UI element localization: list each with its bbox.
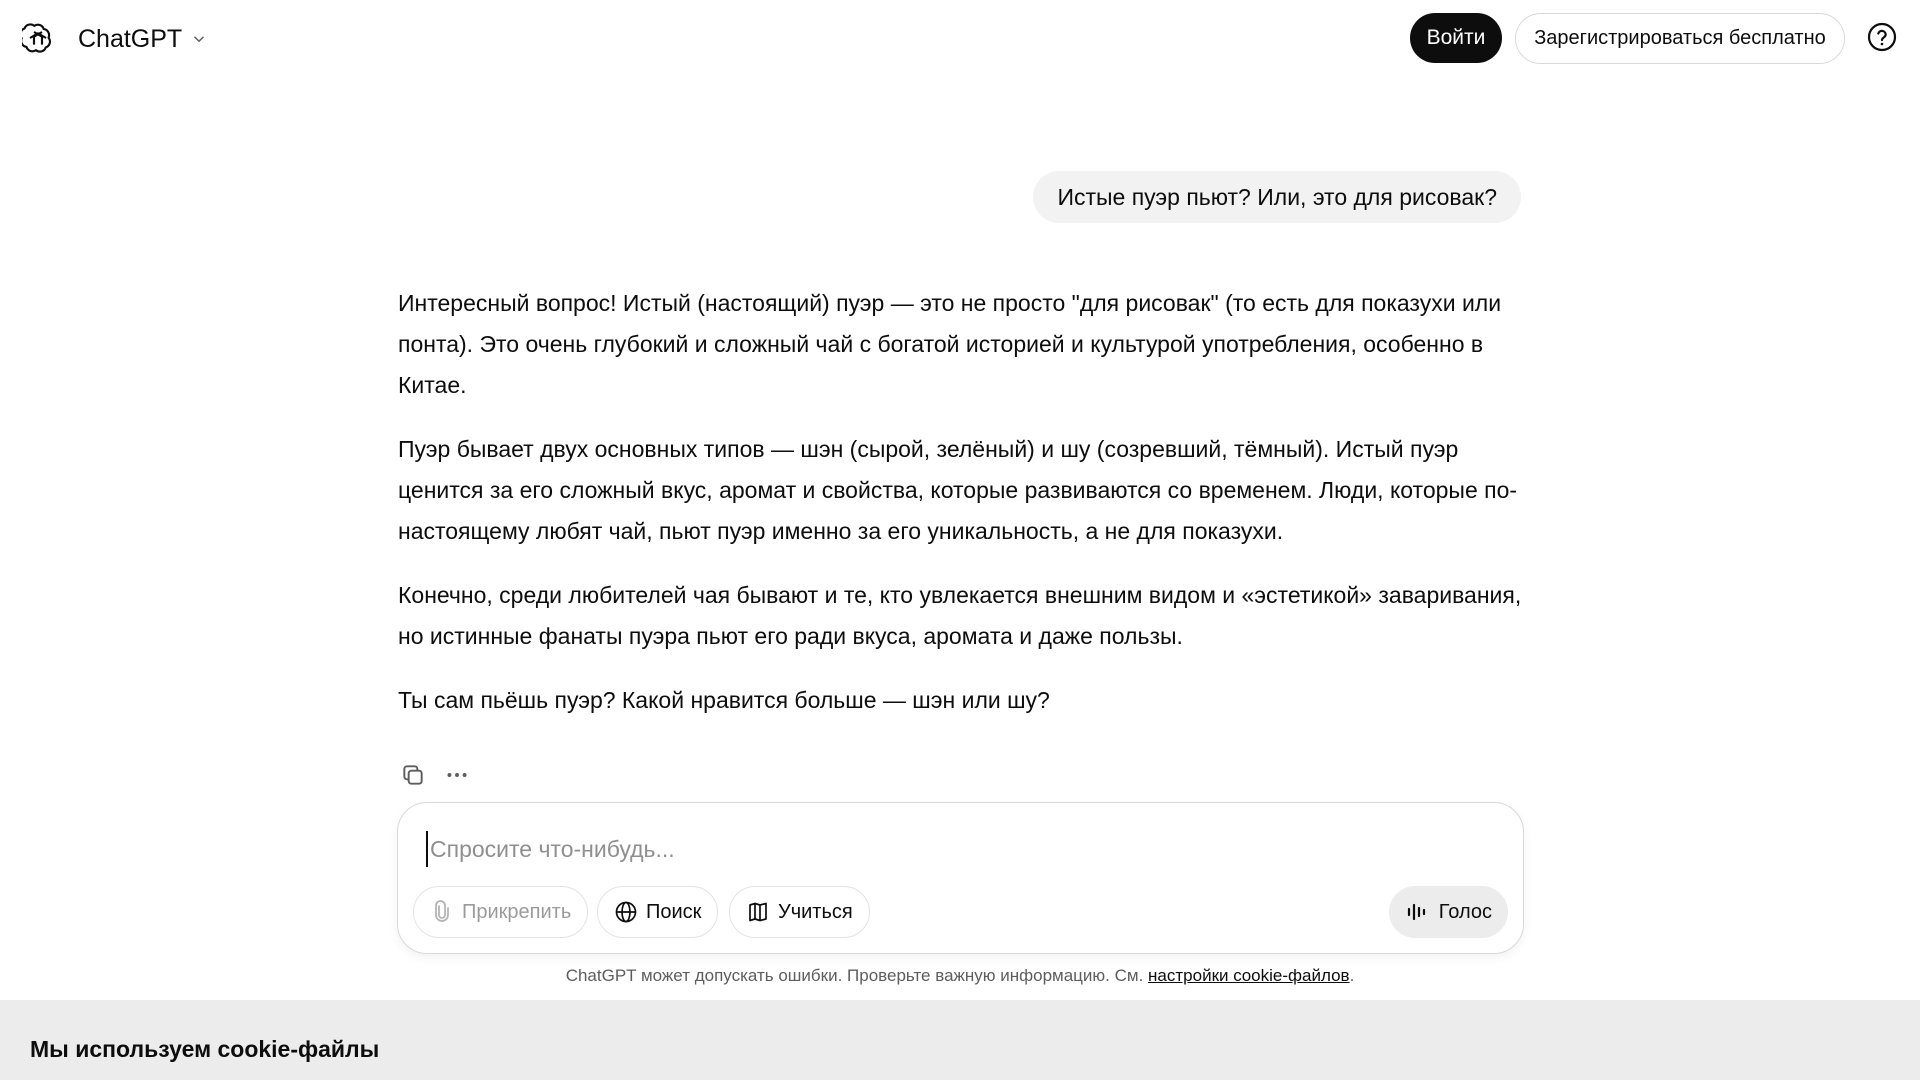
assistant-message xyxy=(398,283,1523,744)
cookie-settings-link[interactable]: настройки cookie-файлов xyxy=(1148,966,1350,985)
question-circle-icon[interactable] xyxy=(1866,21,1898,53)
search-label: Поиск xyxy=(646,900,702,923)
assistant-paragraph: Интересный вопрос! Истый (настоящий) пуэр — это не просто "для рисовак" (то есть для показухи или понта). Это очень глубокий и сложный чай с богатой историей и культурой употребления, особенно в Китае. xyxy=(398,290,1502,398)
learn-button[interactable] xyxy=(729,886,870,938)
voice-label: Голос xyxy=(1438,900,1492,923)
login-button[interactable]: Войти xyxy=(1410,13,1502,63)
cookie-banner xyxy=(0,1000,1920,1080)
voice-button[interactable] xyxy=(1389,886,1508,938)
disclaimer-end: . xyxy=(1349,966,1355,985)
composer xyxy=(397,802,1524,954)
book-icon xyxy=(746,900,770,924)
model-selector[interactable] xyxy=(78,22,208,56)
user-message: Истые пуэр пьют? Или, это для рисовак? xyxy=(1033,171,1521,223)
attach-button[interactable] xyxy=(413,886,588,938)
message-actions xyxy=(398,760,472,790)
attach-label: Прикрепить xyxy=(462,900,572,923)
disclaimer-text: ChatGPT может допускать ошибки. Проверьте важную информацию. См. xyxy=(565,966,1144,985)
model-name: ChatGPT xyxy=(78,24,183,53)
paperclip-icon xyxy=(430,900,454,924)
assistant-paragraph: Пуэр бывает двух основных типов — шэн (сырой, зелёный) и шу (созревший, тёмный). Истый пуэр ценится за его сложный вкус, аромат и свойства, которые развиваются со временем. Люди, которые по-настоящему любят чай, пьют пуэр именно за его уникальность, а не для показухи. xyxy=(398,436,1518,544)
assistant-paragraph: Конечно, среди любителей чая бывают и те, кто увлекается внешним видом и «эстетикой» заваривания, но истинные фанаты пуэра пьют его ради вкуса, аромата и даже пользы. xyxy=(398,582,1522,649)
globe-icon xyxy=(614,900,638,924)
assistant-paragraph: Ты сам пьёшь пуэр? Какой нравится больше — шэн или шу? xyxy=(398,687,1050,713)
openai-logo-icon[interactable] xyxy=(22,22,54,54)
disclaimer xyxy=(0,966,1920,986)
top-bar xyxy=(0,0,1920,78)
chevron-down-icon xyxy=(190,30,208,48)
cookie-banner-title: Мы используем cookie-файлы xyxy=(30,1036,380,1062)
more-dots-icon[interactable] xyxy=(442,760,472,790)
copy-icon[interactable] xyxy=(398,760,428,790)
signup-button[interactable]: Зарегистрироваться бесплатно xyxy=(1515,13,1845,64)
learn-label: Учиться xyxy=(778,900,853,923)
prompt-input[interactable] xyxy=(426,831,1486,867)
search-button[interactable] xyxy=(597,886,718,938)
voice-waveform-icon xyxy=(1405,900,1429,924)
